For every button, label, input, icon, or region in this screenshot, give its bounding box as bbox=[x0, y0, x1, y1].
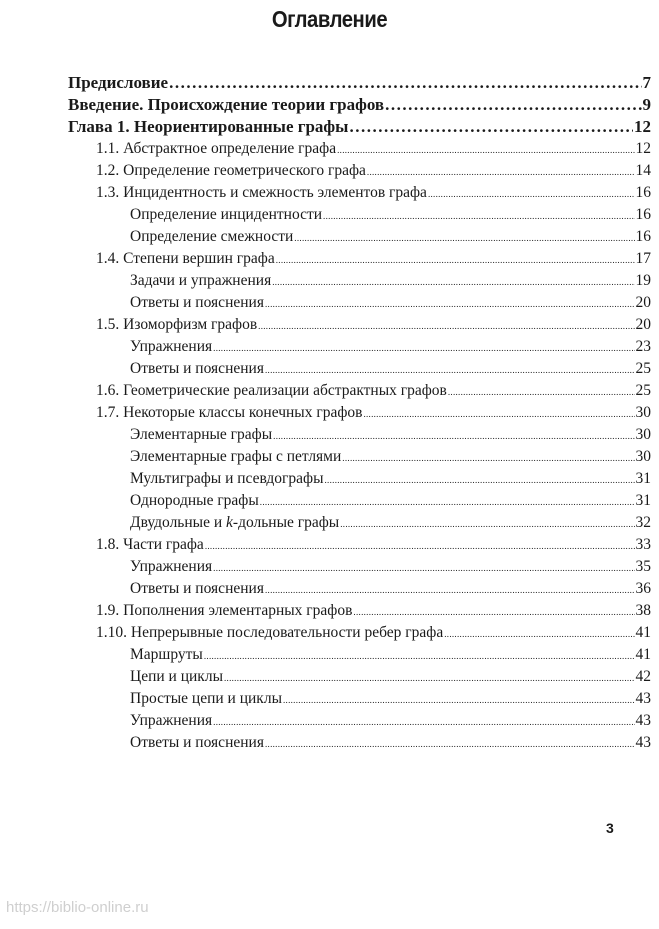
toc-dot-leader bbox=[260, 491, 635, 513]
toc-subsection-entry[interactable] bbox=[68, 358, 651, 380]
toc-page-number: 12 bbox=[635, 140, 651, 157]
toc-entry-title: Простые цепи и циклы bbox=[130, 690, 282, 707]
toc-dot-leader bbox=[340, 513, 634, 535]
toc-page-number: 33 bbox=[635, 536, 651, 553]
toc-page-number: 35 bbox=[635, 558, 651, 575]
toc-dot-leader bbox=[258, 315, 634, 337]
toc-dot-leader bbox=[265, 733, 635, 755]
toc-subsection-entry[interactable] bbox=[68, 710, 651, 732]
toc-subsection-entry[interactable] bbox=[68, 490, 651, 512]
toc-page-number: 23 bbox=[635, 338, 651, 355]
toc-page-number: 38 bbox=[635, 602, 651, 619]
toc-entry-title: Ответы и пояснения bbox=[130, 360, 264, 377]
toc-entry-title: Предисловие bbox=[68, 73, 169, 92]
table-of-contents bbox=[68, 72, 651, 754]
source-url-watermark: https://biblio-online.ru bbox=[6, 899, 149, 916]
toc-subsection-entry[interactable] bbox=[68, 732, 651, 754]
toc-entry-title: Упражнения bbox=[130, 558, 213, 575]
toc-page-number: 30 bbox=[635, 426, 651, 443]
toc-entry-title: 1.7. Некоторые классы конечных графов bbox=[96, 404, 363, 421]
toc-entry-title: 1.3. Инцидентность и смежность элементов графа bbox=[96, 184, 427, 201]
toc-entry-title: Определение смежности bbox=[130, 228, 294, 245]
toc-subsection-entry[interactable] bbox=[68, 270, 651, 292]
toc-section-entry[interactable] bbox=[68, 600, 651, 622]
toc-dot-leader bbox=[213, 711, 634, 733]
toc-page-number: 19 bbox=[635, 272, 651, 289]
toc-subsection-entry[interactable] bbox=[68, 468, 651, 490]
toc-subsection-entry[interactable] bbox=[68, 336, 651, 358]
toc-page-number: 9 bbox=[642, 95, 651, 114]
toc-page-number: 41 bbox=[635, 624, 651, 641]
toc-subsection-entry[interactable] bbox=[68, 666, 651, 688]
toc-page-number: 42 bbox=[635, 668, 651, 685]
toc-entry-title: Двудольные и k-дольные графы bbox=[130, 514, 340, 531]
toc-entry-title: Элементарные графы с петлями bbox=[130, 448, 342, 465]
toc-page-number: 31 bbox=[635, 470, 651, 487]
toc-subsection-entry[interactable] bbox=[68, 512, 651, 534]
toc-entry-title: Ответы и пояснения bbox=[130, 294, 264, 311]
toc-entry-title: Определение инцидентности bbox=[130, 206, 323, 223]
toc-entry-title: 1.8. Части графа bbox=[96, 536, 204, 553]
toc-page-number: 14 bbox=[635, 162, 651, 179]
toc-chapter-entry[interactable] bbox=[68, 72, 651, 94]
toc-subsection-entry[interactable] bbox=[68, 424, 651, 446]
page-title: Оглавление bbox=[271, 6, 388, 32]
toc-entry-title: Маршруты bbox=[130, 646, 203, 663]
toc-subsection-entry[interactable] bbox=[68, 292, 651, 314]
toc-entry-title: Ответы и пояснения bbox=[130, 734, 264, 751]
toc-chapter-entry[interactable] bbox=[68, 94, 651, 116]
toc-page-number: 43 bbox=[635, 712, 651, 729]
toc-dot-leader bbox=[385, 94, 641, 116]
toc-dot-leader bbox=[213, 557, 634, 579]
toc-page-number: 36 bbox=[635, 580, 651, 597]
toc-entry-title: Глава 1. Неориентированные графы bbox=[68, 117, 349, 136]
toc-section-entry[interactable] bbox=[68, 248, 651, 270]
toc-section-entry[interactable] bbox=[68, 402, 651, 424]
toc-entry-title: Мультиграфы и псевдографы bbox=[130, 470, 324, 487]
toc-page-number: 43 bbox=[635, 734, 651, 751]
toc-dot-leader bbox=[204, 645, 635, 667]
toc-section-entry[interactable] bbox=[68, 534, 651, 556]
toc-dot-leader bbox=[448, 381, 635, 403]
toc-page-number: 16 bbox=[635, 228, 651, 245]
toc-subsection-entry[interactable] bbox=[68, 556, 651, 578]
toc-dot-leader bbox=[169, 72, 641, 94]
toc-subsection-entry[interactable] bbox=[68, 644, 651, 666]
toc-dot-leader bbox=[265, 293, 635, 315]
toc-subsection-entry[interactable] bbox=[68, 226, 651, 248]
toc-entry-title: 1.2. Определение геометрического графа bbox=[96, 162, 366, 179]
toc-section-entry[interactable] bbox=[68, 314, 651, 336]
toc-dot-leader bbox=[273, 425, 634, 447]
toc-dot-leader bbox=[213, 337, 634, 359]
toc-subsection-entry[interactable] bbox=[68, 446, 651, 468]
toc-entry-title: 1.1. Абстрактное определение графа bbox=[96, 140, 337, 157]
toc-entry-title: Введение. Происхождение теории графов bbox=[68, 95, 385, 114]
toc-page-number: 7 bbox=[642, 73, 651, 92]
toc-section-entry[interactable] bbox=[68, 160, 651, 182]
toc-page-number: 25 bbox=[635, 360, 651, 377]
toc-subsection-entry[interactable] bbox=[68, 578, 651, 600]
toc-dot-leader bbox=[323, 205, 634, 227]
toc-dot-leader bbox=[342, 447, 634, 469]
toc-page-number: 20 bbox=[635, 294, 651, 311]
toc-entry-title: 1.5. Изоморфизм графов bbox=[96, 316, 258, 333]
toc-dot-leader bbox=[367, 161, 635, 183]
toc-page-number: 12 bbox=[634, 117, 651, 136]
toc-entry-title: Ответы и пояснения bbox=[130, 580, 264, 597]
toc-section-entry[interactable] bbox=[68, 182, 651, 204]
toc-page-number: 25 bbox=[635, 382, 651, 399]
toc-entry-title: 1.10. Непрерывные последовательности ребер графа bbox=[96, 624, 444, 641]
toc-dot-leader bbox=[428, 183, 635, 205]
toc-page-number: 41 bbox=[635, 646, 651, 663]
toc-dot-leader bbox=[205, 535, 635, 557]
toc-entry-title: Упражнения bbox=[130, 338, 213, 355]
toc-dot-leader bbox=[276, 249, 635, 271]
toc-page-number: 16 bbox=[635, 206, 651, 223]
toc-dot-leader bbox=[325, 469, 635, 491]
toc-page-number: 20 bbox=[635, 316, 651, 333]
toc-entry-title: Однородные графы bbox=[130, 492, 259, 509]
toc-section-entry[interactable] bbox=[68, 138, 651, 160]
toc-entry-title: Элементарные графы bbox=[130, 426, 273, 443]
toc-dot-leader bbox=[444, 623, 634, 645]
toc-dot-leader bbox=[337, 139, 634, 161]
toc-page-number: 17 bbox=[635, 250, 651, 267]
toc-entry-title: Задачи и упражнения bbox=[130, 272, 272, 289]
toc-dot-leader bbox=[224, 667, 635, 689]
toc-dot-leader bbox=[265, 359, 635, 381]
toc-page-number: 16 bbox=[635, 184, 651, 201]
toc-dot-leader bbox=[349, 116, 633, 138]
toc-page-number: 32 bbox=[635, 514, 651, 531]
toc-entry-title: 1.9. Пополнения элементарных графов bbox=[96, 602, 353, 619]
toc-dot-leader bbox=[294, 227, 634, 249]
toc-page-number: 31 bbox=[635, 492, 651, 509]
toc-entry-title: Цепи и циклы bbox=[130, 668, 223, 685]
page-number: 3 bbox=[606, 820, 614, 836]
toc-entry-title: 1.6. Геометрические реализации абстрактных графов bbox=[96, 382, 447, 399]
toc-page-number: 43 bbox=[635, 690, 651, 707]
toc-page-number: 30 bbox=[635, 404, 651, 421]
toc-subsection-entry[interactable] bbox=[68, 204, 651, 226]
toc-section-entry[interactable] bbox=[68, 380, 651, 402]
toc-entry-title: Упражнения bbox=[130, 712, 213, 729]
toc-entry-title: 1.4. Степени вершин графа bbox=[96, 250, 275, 267]
toc-chapter-entry[interactable] bbox=[68, 116, 651, 138]
toc-subsection-entry[interactable] bbox=[68, 688, 651, 710]
toc-dot-leader bbox=[353, 601, 634, 623]
toc-section-entry[interactable] bbox=[68, 622, 651, 644]
toc-dot-leader bbox=[363, 403, 634, 425]
toc-page-number: 30 bbox=[635, 448, 651, 465]
toc-dot-leader bbox=[272, 271, 634, 293]
toc-dot-leader bbox=[283, 689, 635, 711]
toc-dot-leader bbox=[265, 579, 635, 601]
